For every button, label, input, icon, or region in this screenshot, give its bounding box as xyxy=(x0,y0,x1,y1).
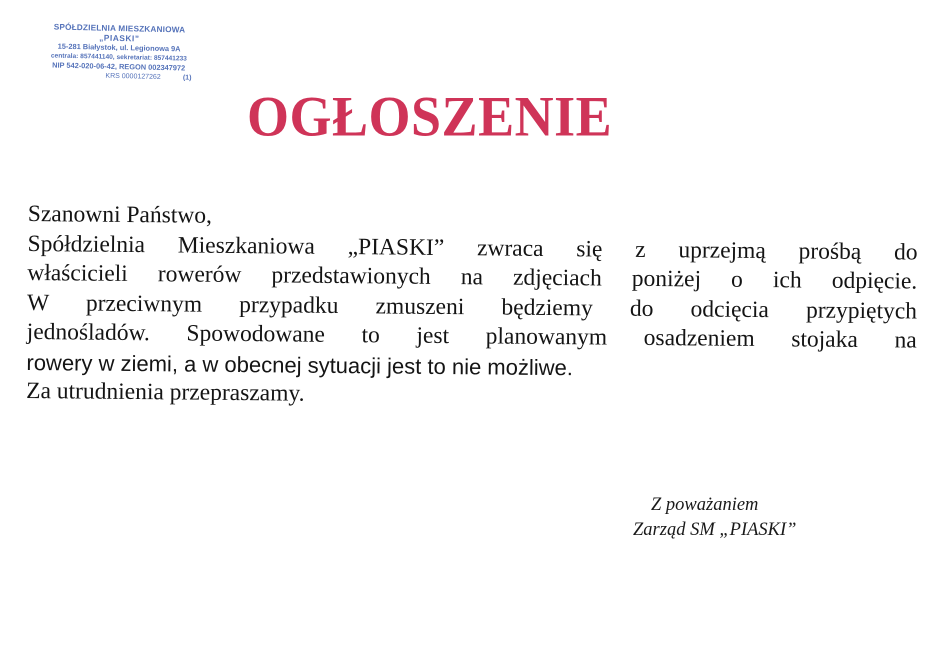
body-line-3: W przeciwnym przypadku zmuszeni będziemy do odcięcia przypiętych xyxy=(26,289,918,325)
body-line-1: Spółdzielnia Mieszkaniowa „PIASKI” zwraca się z uprzejmą prośbą do xyxy=(27,230,918,266)
greeting: Szanowni Państwo, xyxy=(27,200,213,229)
apology: Za utrudnienia przepraszamy. xyxy=(26,377,305,407)
stamp-krs: KRS 0000127262 xyxy=(105,72,161,81)
body-line-4: jednośladów. Spowodowane to jest planowanym osadzeniem stojaka na xyxy=(26,318,917,354)
stamp-subname: „PIASKI” xyxy=(99,32,140,44)
notice-body xyxy=(26,200,918,415)
stamp-seq: (1) xyxy=(182,74,192,82)
body-line-2: właścicieli rowerów przedstawionych na zdjęciach poniżej o ich odpięcie. xyxy=(27,259,918,295)
closing-signature xyxy=(633,493,873,543)
stamp-phones: centrala: 857441140, sekretariat: 857441233 xyxy=(50,52,187,63)
cooperative-stamp xyxy=(39,22,198,84)
body-line-5: rowery w ziemi, a w obecnej sytuacji jest to nie możliwe. xyxy=(26,349,574,380)
stamp-ids: NIP 542-020-06-42, REGON 002347972 xyxy=(52,60,186,73)
notice-title: OGŁOSZENIE xyxy=(247,85,613,149)
stamp-name: SPÓŁDZIELNIA MIESZKANIOWA xyxy=(53,22,186,35)
signatory-text: Zarząd SM „PIASKI” xyxy=(633,520,797,540)
regards-text: Z poważaniem xyxy=(651,495,759,515)
stamp-address: 15-281 Białystok, ul. Legionowa 9A xyxy=(57,41,181,54)
